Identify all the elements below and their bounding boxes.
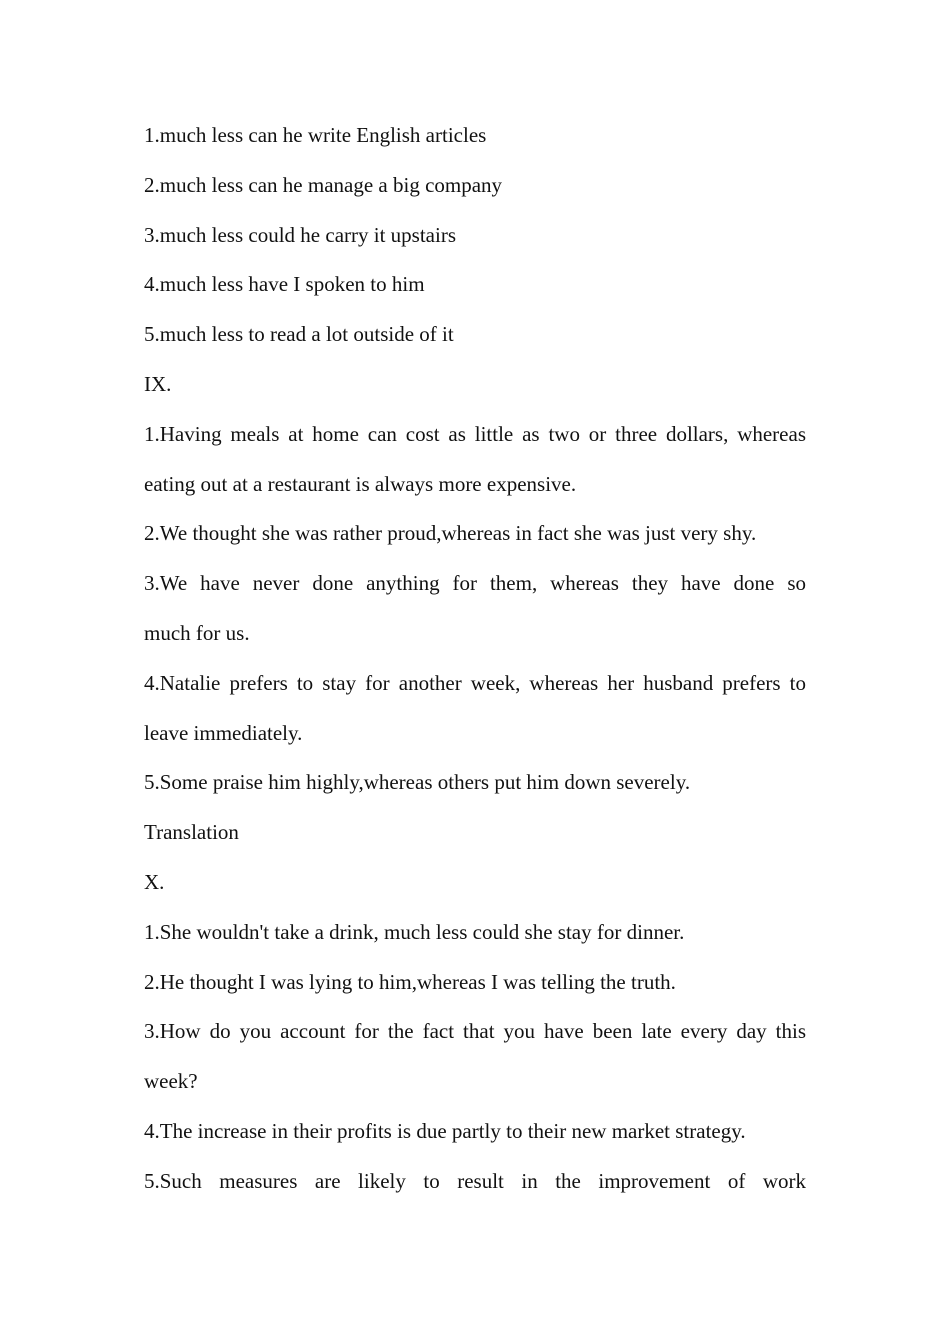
text-line: 3.How do you account for the fact that you have been late every day this: [144, 1019, 806, 1044]
text-line: 3.We have never done anything for them, whereas they have done so: [144, 571, 806, 596]
text-line: leave immediately.: [144, 720, 303, 745]
text-line: eating out at a restaurant is always more expensive.: [144, 471, 577, 496]
section-heading: X.: [144, 869, 165, 894]
text-line: 1.Having meals at home can cost as little as two or three dollars, whereas: [144, 421, 806, 446]
text-line: 2.He thought I was lying to him,whereas I was telling the truth.: [144, 969, 676, 994]
text-line: 1.much less can he write English articles: [144, 123, 487, 147]
document-body: [144, 111, 806, 1207]
text-line: 4.much less have I spoken to him: [144, 272, 425, 297]
text-line: 4.The increase in their profits is due partly to their new market strategy.: [144, 1118, 746, 1143]
text-line: much for us.: [144, 620, 250, 645]
text-line: week?: [144, 1069, 198, 1094]
text-line: 5.Some praise him highly,whereas others put him down severely.: [144, 770, 691, 795]
text-line: 4.Natalie prefers to stay for another week, whereas her husband prefers to: [144, 670, 806, 695]
text-line: 5.much less to read a lot outside of it: [144, 322, 454, 347]
text-line: 2.We thought she was rather proud,whereas in fact she was just very shy.: [144, 521, 757, 546]
text-line: 3.much less could he carry it upstairs: [144, 222, 457, 247]
text-line: 5.Such measures are likely to result in the improvement of work: [144, 1168, 806, 1193]
text-line: 2.much less can he manage a big company: [144, 172, 503, 197]
section-heading: IX.: [144, 371, 172, 396]
section-heading: Translation: [144, 820, 239, 845]
text-line: 1.She wouldn't take a drink, much less could she stay for dinner.: [144, 919, 685, 944]
